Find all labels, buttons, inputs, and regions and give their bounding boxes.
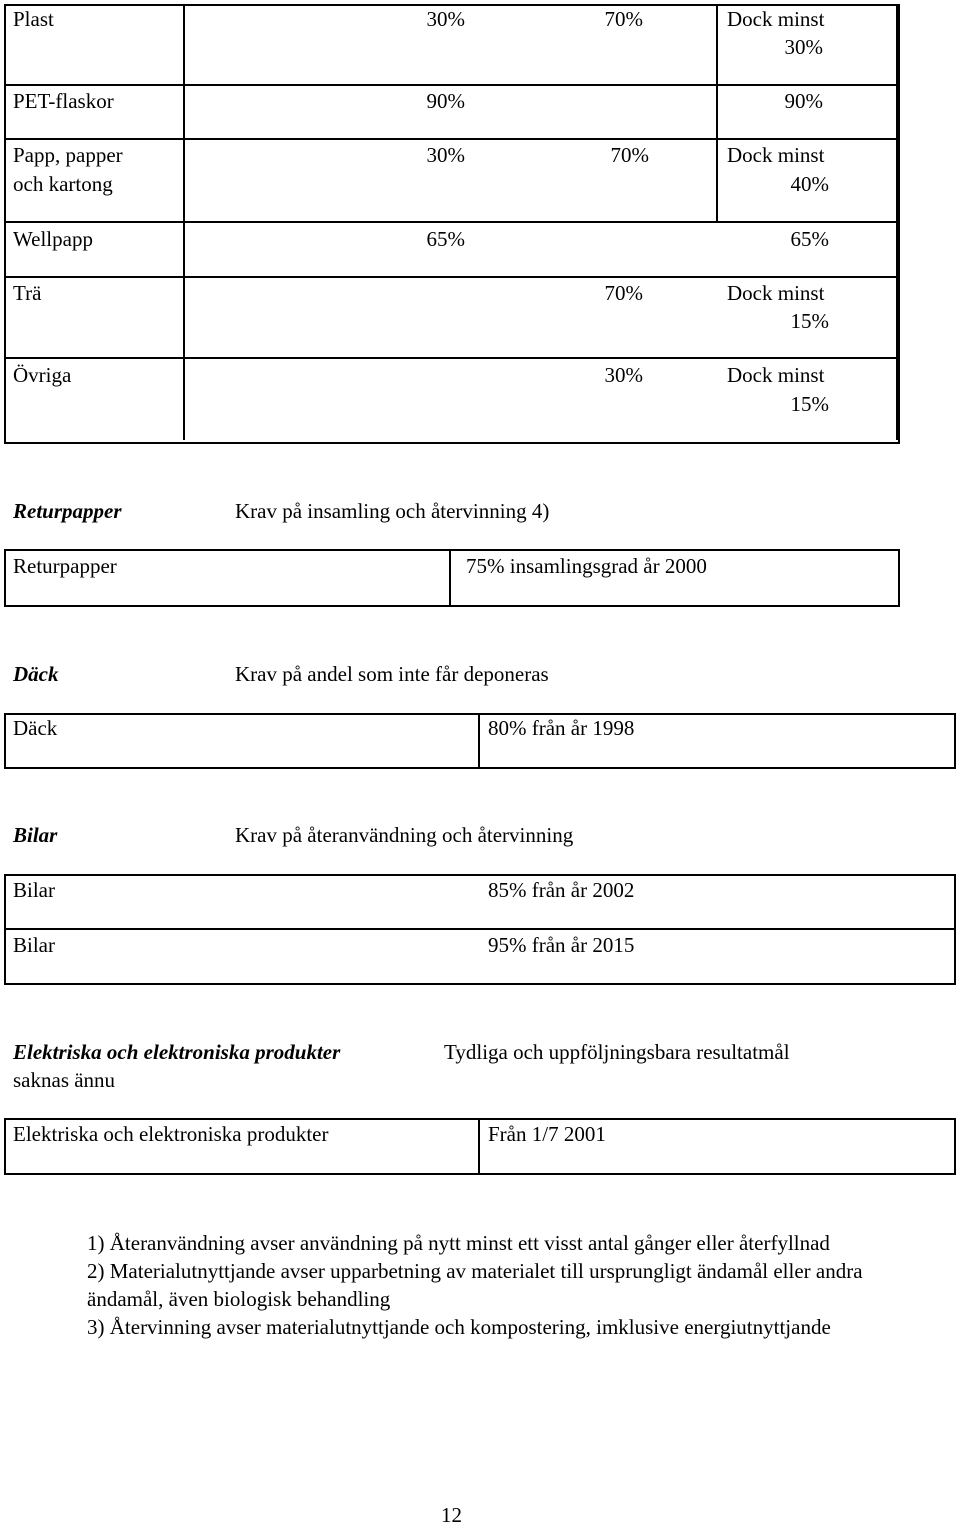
table-row-value-1: 30% — [426, 7, 465, 31]
table-row-value-3: 30% — [784, 35, 823, 59]
elektronik-row-label: Elektriska och elektroniska produkter — [13, 1122, 329, 1146]
dack-table — [4, 713, 956, 769]
table-row-value-3: Dock minst — [727, 7, 825, 31]
footnote: 3) Återvinning avser materialutnyttjande och kompostering, imklusive energiutnyttjande — [87, 1315, 831, 1339]
packaging-table-row-line — [4, 276, 900, 278]
section-heading-returpapper: Returpapper — [13, 499, 122, 523]
table-row-value-1: 30% — [426, 143, 465, 167]
table-row-value-3: 65% — [790, 227, 829, 251]
table-row-value-3: 40% — [790, 172, 829, 196]
bilar-row-label: Bilar — [13, 878, 55, 902]
packaging-table-divider — [716, 4, 718, 222]
table-row-value-3: 90% — [784, 89, 823, 113]
page-number: 12 — [441, 1503, 462, 1527]
section-requirement-returpapper: Krav på insamling och återvinning 4) — [235, 499, 550, 523]
dack-table-divider — [478, 713, 480, 769]
table-row-value-2: 30% — [604, 363, 643, 387]
table-row-value-2: 70% — [604, 281, 643, 305]
elektronik-row-value: Från 1/7 2001 — [488, 1122, 606, 1146]
bilar-row-label: Bilar — [13, 933, 55, 957]
table-row-value-3: Dock minst — [727, 363, 825, 387]
bilar-table-row-line — [4, 928, 956, 930]
returpapper-row-label: Returpapper — [13, 554, 117, 578]
dack-row-value: 80% från år 1998 — [488, 716, 635, 740]
table-row-material: PET-flaskor — [13, 89, 114, 113]
dack-row-label: Däck — [13, 716, 58, 740]
section-requirement-elektronik: Tydliga och uppföljningsbara resultatmål — [444, 1040, 790, 1064]
packaging-table-row-line — [4, 84, 900, 86]
footnote: 1) Återanvändning avser användning på nytt minst ett visst antal gånger eller återfyllnad — [87, 1231, 830, 1255]
section-requirement-dack: Krav på andel som inte får deponeras — [235, 662, 549, 686]
returpapper-table — [4, 549, 900, 607]
bilar-row-value: 95% från år 2015 — [488, 933, 635, 957]
returpapper-table-divider — [449, 549, 451, 607]
footnote: 2) Materialutnyttjande avser upparbetning av materialet till ursprungligt ändamål eller andra ändamål, även biologisk behandling — [87, 1259, 863, 1311]
table-row-value-3: 15% — [790, 309, 829, 333]
packaging-table-row-line — [4, 357, 900, 359]
table-row-material: Övriga — [13, 363, 72, 387]
footnotes — [87, 1229, 907, 1341]
table-row-value-1: 65% — [426, 227, 465, 251]
section-heading-bilar: Bilar — [13, 823, 58, 847]
elektronik-table-divider — [478, 1118, 480, 1175]
table-row-material: Plast — [13, 7, 54, 31]
table-row-material: Trä — [13, 281, 42, 305]
table-row-value-3: Dock minst — [727, 143, 825, 167]
table-row-material: Papp, papper — [13, 143, 123, 167]
section-heading-elektronik: Elektriska och elektroniska produkter — [13, 1040, 341, 1064]
section-heading-note-elektronik: saknas ännu — [13, 1068, 116, 1092]
table-row-value-1: 90% — [426, 89, 465, 113]
section-heading-dack: Däck — [13, 662, 59, 686]
returpapper-row-value: 75% insamlingsgrad år 2000 — [466, 554, 707, 578]
table-row-value-3: Dock minst — [727, 281, 825, 305]
bilar-row-value: 85% från år 2002 — [488, 878, 635, 902]
packaging-table-row-line — [4, 221, 900, 223]
table-row-material: Wellpapp — [13, 227, 93, 251]
table-row-value-2: 70% — [610, 143, 649, 167]
section-requirement-bilar: Krav på återanvändning och återvinning — [235, 823, 574, 847]
table-row-value-3: 15% — [790, 392, 829, 416]
packaging-table-row-line — [4, 138, 900, 140]
table-row-value-2: 70% — [604, 7, 643, 31]
table-row-material: och kartong — [13, 172, 113, 196]
